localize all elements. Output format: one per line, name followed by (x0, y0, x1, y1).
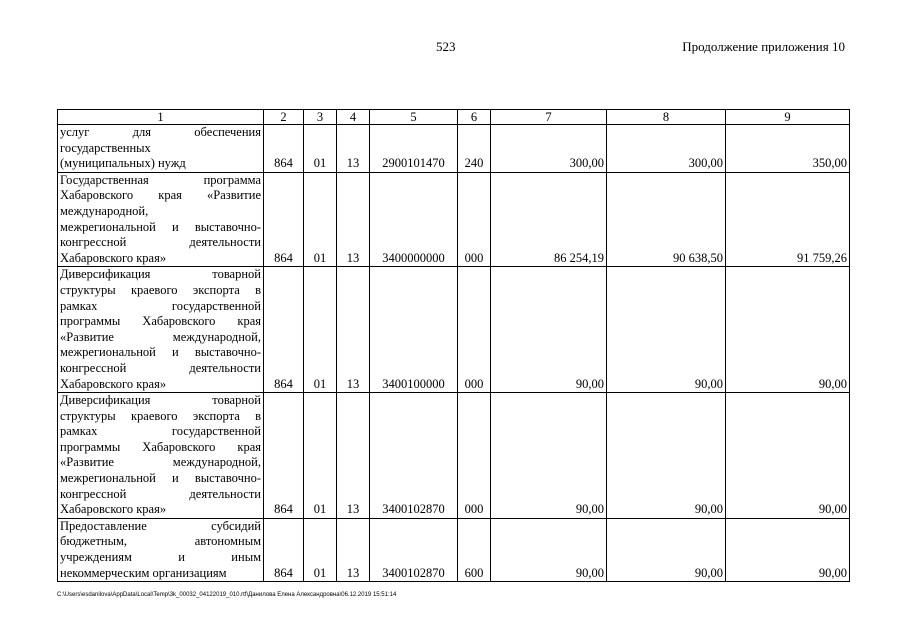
ministry-code: 864 (264, 172, 304, 267)
table-row (58, 393, 850, 519)
item-name-line: Хабаровского края «Развитие (60, 188, 261, 203)
item-name-line: конгрессной деятельности (60, 486, 261, 501)
item-name-line: Диверсификация товарной (60, 393, 261, 408)
amount-year-2: 90,00 (607, 267, 726, 393)
column-header-4: 4 (337, 110, 370, 125)
target-article-code: 3400100000 (370, 267, 458, 393)
ministry-code: 864 (264, 125, 304, 173)
item-name-line: конгрессной деятельности (60, 360, 261, 375)
item-name (58, 518, 264, 581)
item-name-line: межрегиональной и выставочно- (60, 219, 261, 234)
item-name-line: «Развитие международной, (60, 329, 261, 344)
column-header-3: 3 (304, 110, 337, 125)
target-article-code: 3400102870 (370, 393, 458, 519)
amount-year-3: 91 759,26 (726, 172, 850, 267)
amount-year-1: 90,00 (491, 518, 607, 581)
item-name-line: услуг для обеспечения (60, 125, 261, 139)
appendix-continuation-note: Продолжение приложения 10 (682, 39, 845, 54)
amount-year-2: 90 638,50 (607, 172, 726, 267)
table-row (58, 267, 850, 393)
item-name-line: программы Хабаровского края (60, 439, 261, 454)
table-row (58, 518, 850, 581)
table-row (58, 172, 850, 267)
subsection-code: 13 (337, 125, 370, 173)
section-code: 01 (304, 393, 337, 519)
subsection-code: 13 (337, 267, 370, 393)
target-article-code: 2900101470 (370, 125, 458, 173)
amount-year-2: 90,00 (607, 393, 726, 519)
expense-type-code: 000 (458, 172, 491, 267)
ministry-code: 864 (264, 393, 304, 519)
amount-year-2: 300,00 (607, 125, 726, 173)
item-name-line: Предоставление субсидий (60, 518, 261, 533)
item-name (58, 125, 264, 173)
table-row (58, 125, 850, 173)
subsection-code: 13 (337, 518, 370, 581)
expense-type-code: 000 (458, 393, 491, 519)
item-name-line: бюджетным, автономным (60, 534, 261, 549)
item-name-line: «Развитие международной, (60, 455, 261, 470)
target-article-code: 3400102870 (370, 518, 458, 581)
item-name-line: конгрессной деятельности (60, 235, 261, 250)
expense-type-code: 000 (458, 267, 491, 393)
column-header-8: 8 (607, 110, 726, 125)
item-name (58, 267, 264, 393)
item-name-line: государственных (60, 140, 151, 155)
column-header-6: 6 (458, 110, 491, 125)
amount-year-1: 90,00 (491, 393, 607, 519)
ministry-code: 864 (264, 518, 304, 581)
section-code: 01 (304, 172, 337, 267)
header-row (58, 110, 850, 125)
item-name-line: межрегиональной и выставочно- (60, 471, 261, 486)
amount-year-3: 90,00 (726, 267, 850, 393)
item-name-line: структуры краевого экспорта в (60, 282, 261, 297)
section-code: 01 (304, 267, 337, 393)
item-name (58, 172, 264, 267)
item-name-line: межрегиональной и выставочно- (60, 345, 261, 360)
subsection-code: 13 (337, 393, 370, 519)
column-header-1: 1 (58, 110, 264, 125)
section-code: 01 (304, 125, 337, 173)
section-code: 01 (304, 518, 337, 581)
amount-year-1: 300,00 (491, 125, 607, 173)
amount-year-1: 90,00 (491, 267, 607, 393)
table-body (58, 125, 850, 582)
budget-table (57, 109, 850, 582)
item-name-line: Хабаровского края» (60, 376, 167, 391)
column-header-5: 5 (370, 110, 458, 125)
amount-year-1: 86 254,19 (491, 172, 607, 267)
amount-year-3: 90,00 (726, 393, 850, 519)
amount-year-3: 350,00 (726, 125, 850, 173)
column-header-2: 2 (264, 110, 304, 125)
item-name-line: структуры краевого экспорта в (60, 408, 261, 423)
item-name-line: Хабаровского края» (60, 502, 167, 517)
column-header-9: 9 (726, 110, 850, 125)
ministry-code: 864 (264, 267, 304, 393)
item-name-line: рамках государственной (60, 424, 261, 439)
item-name (58, 393, 264, 519)
item-name-line: Диверсификация товарной (60, 267, 261, 282)
item-name-line: рамках государственной (60, 298, 261, 313)
item-name-line: Государственная программа (60, 172, 261, 187)
column-header-7: 7 (491, 110, 607, 125)
item-name-line: программы Хабаровского края (60, 314, 261, 329)
expense-type-code: 600 (458, 518, 491, 581)
file-path-footer: C:\Users\esdanilova\AppData\Local\Temp\3k_00032_04122019_010.rtf\Данилова Елена Александровна\06.12.2019 15:51:14 (57, 592, 397, 598)
subsection-code: 13 (337, 172, 370, 267)
target-article-code: 3400000000 (370, 172, 458, 267)
item-name-line: учреждениям и иным (60, 550, 261, 565)
item-name-line: международной, (60, 203, 149, 218)
item-name-line: (муниципальных) нужд (60, 156, 186, 171)
page-number: 523 (436, 39, 456, 54)
expense-type-code: 240 (458, 125, 491, 173)
amount-year-3: 90,00 (726, 518, 850, 581)
amount-year-2: 90,00 (607, 518, 726, 581)
item-name-line: Хабаровского края» (60, 250, 167, 265)
item-name-line: некоммерческим организациям (60, 565, 227, 580)
